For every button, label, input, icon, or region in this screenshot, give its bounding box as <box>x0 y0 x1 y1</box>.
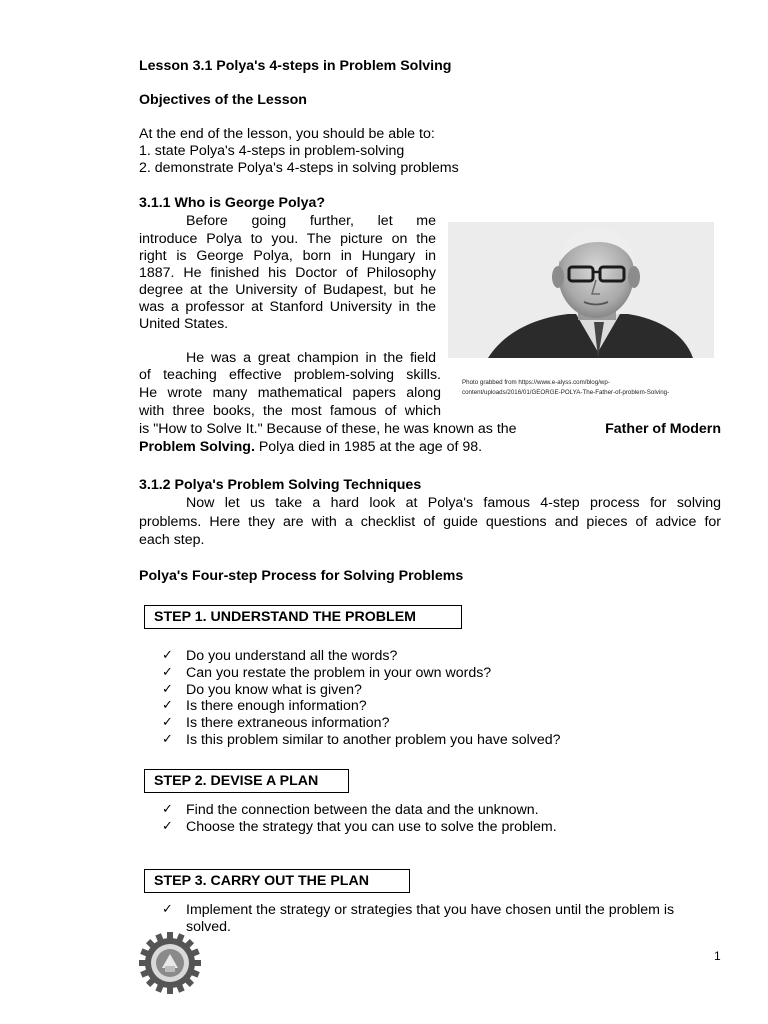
list-item <box>162 648 561 665</box>
s312-line-1: Now let us take a hard look at Polya's famous 4-step process for solving <box>186 495 721 511</box>
s312-line-2: problems. Here they are with a checklist of guide questions and pieces of advice for <box>139 514 721 530</box>
step-1-label: STEP 1. UNDERSTAND THE PROBLEM <box>154 609 416 625</box>
process-heading: Polya's Four-step Process for Solving Problems <box>139 568 464 584</box>
list-item-text: Find the connection between the data and the unknown. <box>186 802 539 818</box>
p1-line-2: introduce Polya to you. The picture on the <box>139 231 436 247</box>
check-icon: ✓ <box>162 698 173 714</box>
list-item <box>162 819 557 836</box>
george-polya-photo <box>448 222 714 358</box>
p1-line-6: was a professor at Stanford University in the <box>139 299 436 315</box>
portrait-illustration <box>448 222 714 358</box>
section-312-heading: 3.1.2 Polya's Problem Solving Techniques <box>139 477 422 493</box>
step-2-checklist <box>162 802 557 836</box>
lesson-title: Lesson 3.1 Polya's 4-steps in Problem Solving <box>139 58 452 74</box>
page-number: 1 <box>714 949 721 963</box>
list-item <box>162 732 561 749</box>
list-item <box>162 802 557 819</box>
p2-line-6 <box>139 439 482 456</box>
list-item-text: Choose the strategy that you can use to solve the problem. <box>186 818 557 835</box>
p2-line-6-rest: Polya died in 1985 at the age of 98. <box>254 439 483 455</box>
objective-2: 2. demonstrate Polya's 4-steps in solving problems <box>139 160 459 176</box>
list-item <box>162 682 561 699</box>
list-item <box>162 902 674 919</box>
check-icon: ✓ <box>162 902 173 917</box>
list-item-text: Do you understand all the words? <box>186 648 398 664</box>
father-of-modern: Father of Modern <box>605 421 721 437</box>
p2-line-3: He wrote many mathematical papers along <box>139 385 441 401</box>
list-item <box>162 919 674 936</box>
p1-line-4: 1887. He finished his Doctor of Philosophy <box>139 265 436 281</box>
check-icon: ✓ <box>162 818 173 834</box>
list-item <box>162 715 561 732</box>
p2-line-5-text: is "How to Solve It." Because of these, he was known as the <box>139 421 517 437</box>
photo-caption-2: content/uploads/2016/01/GEORGE-POLYA-The-Father-of-problem-Solving- <box>462 389 670 396</box>
p2-line-4: with three books, the most famous of which <box>139 403 441 419</box>
problem-solving-bold: Problem Solving. <box>139 439 255 455</box>
objectives-intro: At the end of the lesson, you should be able to: <box>139 126 435 142</box>
p2-line-2: of teaching effective problem-solving skills. <box>139 367 441 383</box>
check-icon: ✓ <box>162 802 173 817</box>
p2-line-5 <box>139 421 721 438</box>
check-icon: ✓ <box>162 664 173 680</box>
photo-caption-1: Photo grabbed from https://www.e-alyss.com/blog/wp- <box>462 379 610 386</box>
list-item-text: Is this problem similar to another problem you have solved? <box>186 731 561 748</box>
objective-1: 1. state Polya's 4-steps in problem-solving <box>139 143 405 159</box>
step-3-label: STEP 3. CARRY OUT THE PLAN <box>154 873 369 889</box>
p1-line-3: right is George Polya, born in Hungary in <box>139 248 436 264</box>
list-item-text: Is there extraneous information? <box>186 715 390 732</box>
list-item-text: solved. <box>186 918 231 935</box>
check-icon: ✓ <box>162 715 173 731</box>
step-1-box <box>144 605 462 629</box>
step-3-box <box>144 869 410 893</box>
s312-line-3: each step. <box>139 532 205 548</box>
list-item <box>162 698 561 715</box>
p1-line-1: Before going further, let me <box>186 213 436 229</box>
list-item-text: Do you know what is given? <box>186 681 362 698</box>
check-icon: ✓ <box>162 681 173 697</box>
section-311-heading: 3.1.1 Who is George Polya? <box>139 195 326 211</box>
p1-line-7: United States. <box>139 316 229 332</box>
list-item <box>162 665 561 682</box>
list-item-text: Can you restate the problem in your own words? <box>186 664 492 681</box>
p2-line-1: He was a great champion in the field <box>186 350 436 366</box>
university-seal-logo <box>139 932 201 994</box>
objectives-heading: Objectives of the Lesson <box>139 92 307 108</box>
step-1-checklist <box>162 648 561 749</box>
list-item-text: Is there enough information? <box>186 698 367 715</box>
step-2-label: STEP 2. DEVISE A PLAN <box>154 773 319 789</box>
check-icon: ✓ <box>162 648 173 663</box>
step-3-checklist <box>162 902 674 936</box>
list-item-text: Implement the strategy or strategies that you have chosen until the problem is <box>186 902 675 918</box>
p1-line-5: degree at the University of Budapest, but he <box>139 282 436 298</box>
step-2-box <box>144 769 349 793</box>
check-icon: ✓ <box>162 731 173 747</box>
